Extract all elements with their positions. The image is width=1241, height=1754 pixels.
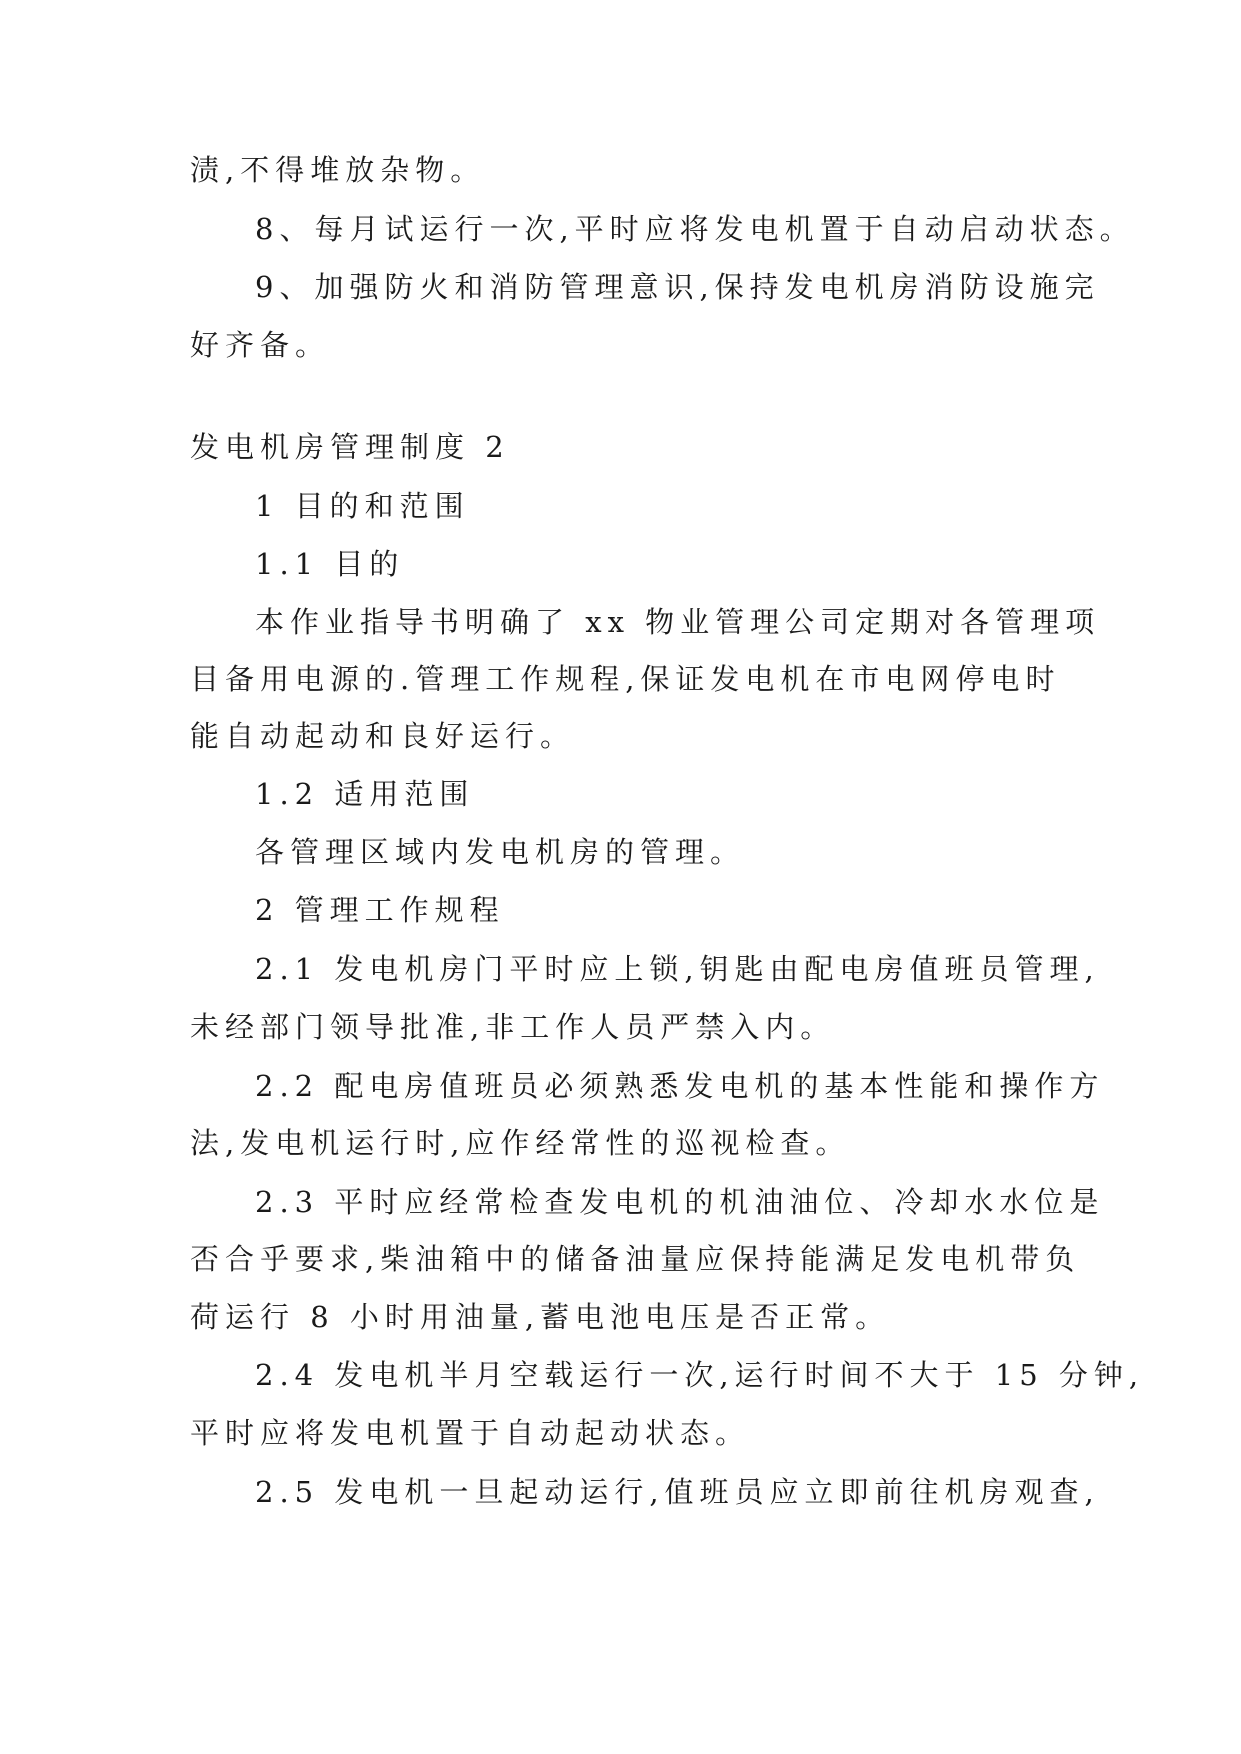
paragraph-line: 法,发电机运行时,应作经常性的巡视检查。: [190, 1126, 851, 1160]
heading-1-1: 1.1 目的: [255, 547, 405, 581]
clause-2-2: 2.2 配电房值班员必须熟悉发电机的基本性能和操作方: [255, 1069, 1105, 1103]
text-line: 好齐备。: [190, 328, 331, 362]
paragraph-line: 否合乎要求,柴油箱中的储备油量应保持能满足发电机带负: [190, 1242, 1081, 1276]
section-title: 发电机房管理制度 2: [190, 430, 510, 464]
paragraph-line: 各管理区域内发电机房的管理。: [255, 835, 746, 869]
clause-2-1: 2.1 发电机房门平时应上锁,钥匙由配电房值班员管理,: [255, 952, 1100, 986]
clause-2-3: 2.3 平时应经常检查发电机的机油油位、冷却水水位是: [255, 1185, 1105, 1219]
paragraph-line: 平时应将发电机置于自动起动状态。: [190, 1416, 751, 1450]
list-item-8: 8、每月试运行一次,平时应将发电机置于自动启动状态。: [255, 212, 1135, 246]
paragraph-line: 荷运行 8 小时用油量,蓄电池电压是否正常。: [190, 1300, 891, 1334]
heading-1: 1 目的和范围: [255, 489, 470, 523]
heading-2: 2 管理工作规程: [255, 893, 505, 927]
text-line: 渍,不得堆放杂物。: [190, 153, 486, 187]
clause-2-5: 2.5 发电机一旦起动运行,值班员应立即前往机房观查,: [255, 1475, 1100, 1509]
clause-2-4: 2.4 发电机半月空载运行一次,运行时间不大于 15 分钟,: [255, 1358, 1145, 1392]
paragraph-line: 能自动起动和良好运行。: [190, 719, 576, 753]
list-item-9: 9、加强防火和消防管理意识,保持发电机房消防设施完: [255, 270, 1100, 304]
heading-1-2: 1.2 适用范围: [255, 777, 475, 811]
paragraph-line: 目备用电源的.管理工作规程,保证发电机在市电网停电时: [190, 662, 1061, 696]
paragraph-line: 未经部门领导批准,非工作人员严禁入内。: [190, 1010, 836, 1044]
paragraph-line: 本作业指导书明确了 xx 物业管理公司定期对各管理项: [255, 605, 1101, 639]
